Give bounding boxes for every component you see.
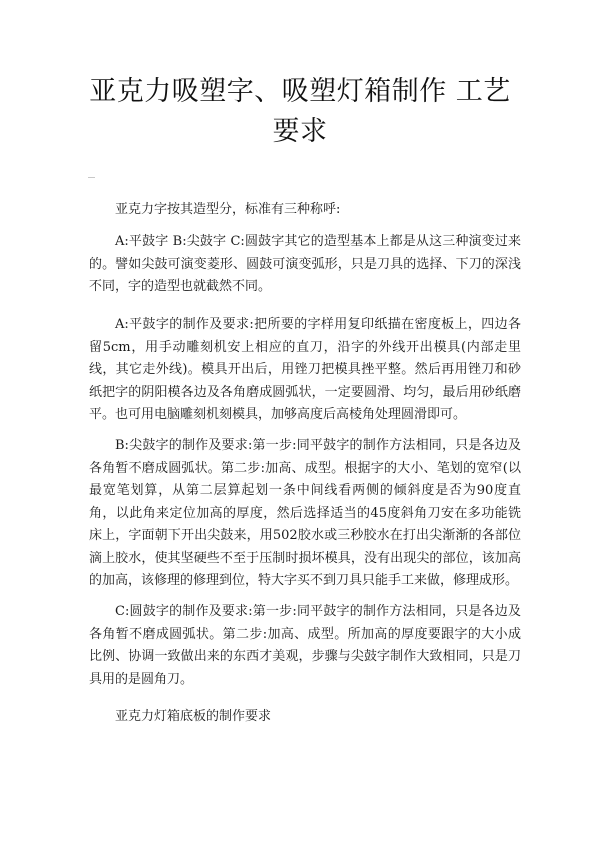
- paragraph-lightbox-heading: 亚克力灯箱底板的制作要求: [115, 709, 272, 724]
- document-title: 亚克力吸塑字、吸塑灯箱制作 工艺要求: [89, 76, 511, 147]
- margin-mark: [88, 177, 95, 178]
- paragraph-types: A:平鼓字 B:尖鼓字 C:圆鼓字其它的造型基本上都是从这三种演变过来的。譬如尖鼓可演变菱形、圆鼓可演变弧形，只是刀具的选择、下刀的深浅不同，字的造型也就截然不同。: [89, 234, 521, 294]
- paragraph-pointed-drum: B:尖鼓字的制作及要求:第一步:同平鼓字的制作方法相同，只是各边及各角暂不磨成圆弧状。第二步:加高、成型。根据字的大小、笔划的宽窄(以最宽笔划算，从第二层算起划一条中间线看两侧的倾斜度是否为90度直角，以此角来定位加高的厚度，然后选择适当的45度斜角刀安在多功能铣床上，字面朝下开出尖鼓来，用502胶水或三秒胶水在打出尖渐渐的各部位滴上胶水，使其坚硬些不至于压制时损坏模具，没有出现尖的部位，该加高的加高，该修理的修理到位，特大字买不到刀具只能手工来做，修理成形。: [89, 438, 521, 588]
- paragraph-flat-drum: A:平鼓字的制作及要求:把所要的字样用复印纸描在密度板上，四边各留5cm，用手动雕刻机安上相应的直刀，沿字的外线开出模具(内部走里线，其它走外线)。模具开出后，用锉刀把模具挫平整。然后再用锉刀和砂纸把字的阴阳模各边及各角磨成圆弧状，一定要圆滑、均匀，最后用砂纸磨平。也可用电脑雕刻机刻模具，加够高度后高棱角处理圆滑即可。: [89, 317, 521, 422]
- paragraph-round-drum: C:圆鼓字的制作及要求:第一步:同平鼓字的制作方法相同，只是各边及各角暂不磨成圆弧状。第二步:加高、成型。所加高的厚度要跟字的大小成比例、协调一致做出来的东西才美观，步骤与尖鼓字制作大致相同，只是刀具用的是圆角刀。: [89, 604, 521, 687]
- paragraph-intro: 亚克力字按其造型分，标准有三种称呼:: [115, 202, 341, 217]
